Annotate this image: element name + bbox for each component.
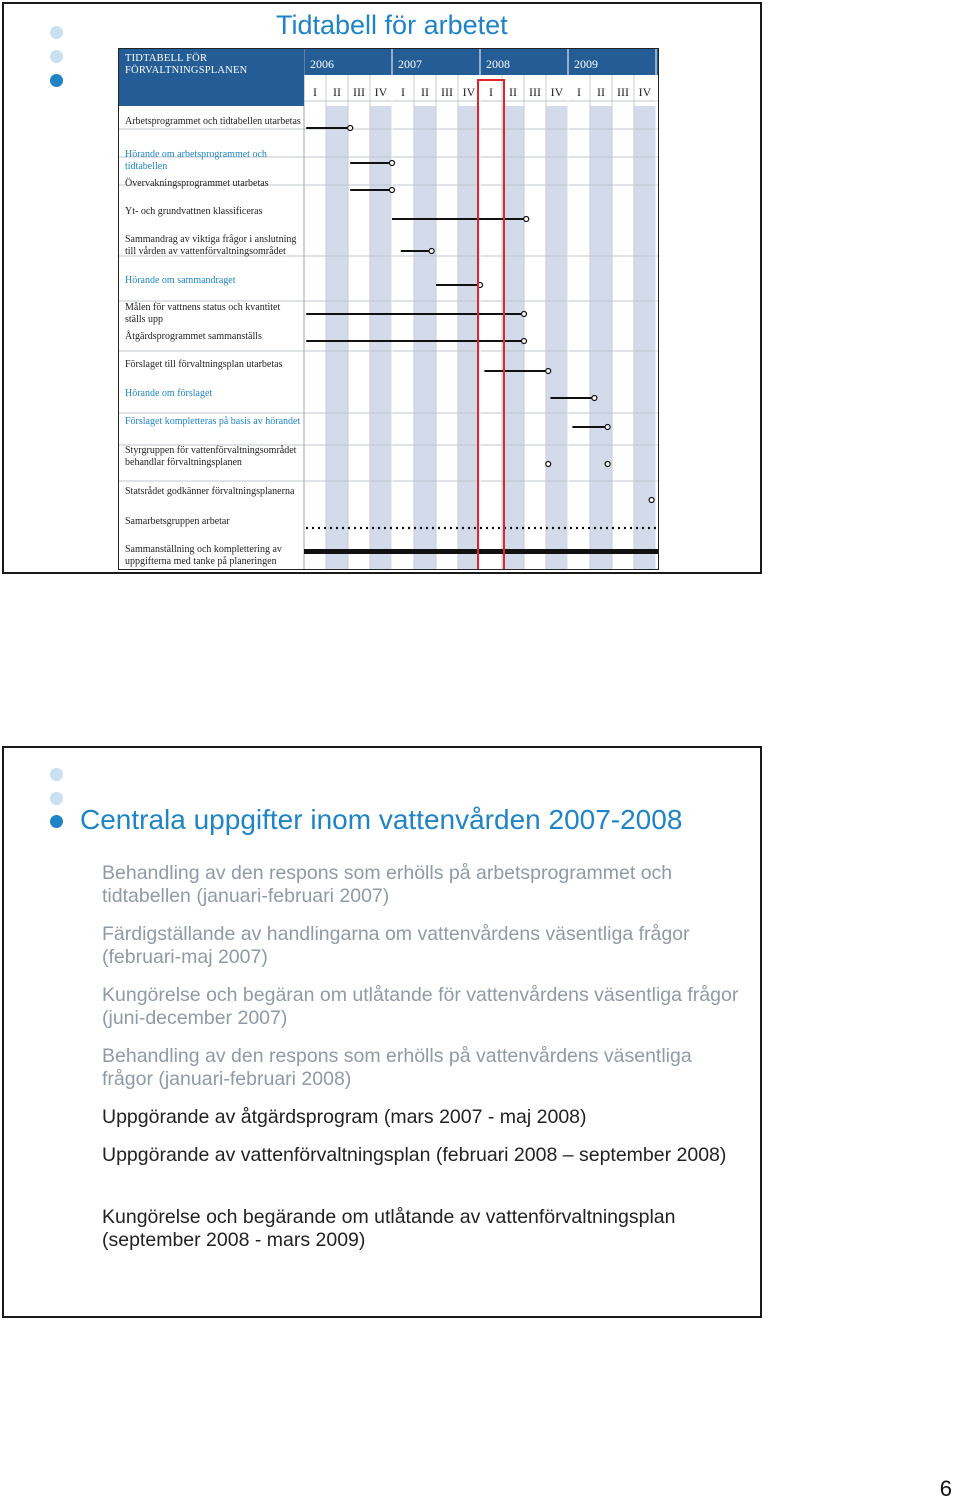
milestone-icon xyxy=(546,462,551,467)
slide-title: Tidtabell för arbetet xyxy=(276,10,508,40)
column-band xyxy=(414,106,436,570)
task-label: Yt- och grundvattnen klassificeras xyxy=(125,206,263,217)
bullet-dot-icon xyxy=(50,26,63,39)
gantt-header xyxy=(119,49,304,106)
column-band xyxy=(546,106,568,570)
quarter-label: II xyxy=(509,85,517,99)
task-label: Hörande om förslaget xyxy=(125,388,213,399)
quarter-label: II xyxy=(421,85,429,99)
milestone-icon xyxy=(348,126,353,131)
column-band xyxy=(370,106,392,570)
task-list-item: Kungörelse och begärande om utlåtande av vattenförvaltningsplan (september 2008 - mars 2009) xyxy=(102,1206,676,1251)
quarter-label: IV xyxy=(550,85,564,99)
slide-title: Centrala uppgifter inom vattenvården 2007-2008 xyxy=(80,804,683,835)
milestone-icon xyxy=(522,339,527,344)
task-label: Samarbetsgruppen arbetar xyxy=(125,516,230,527)
task-label: Arbetsprogrammet och tidtabellen utarbetas xyxy=(125,116,301,127)
milestone-icon xyxy=(390,188,395,193)
task-label: Sammandrag av viktiga frågor i anslutning till vården av vattenförvaltningsområdet xyxy=(125,234,297,257)
milestone-icon xyxy=(524,217,529,222)
slide-gantt xyxy=(2,2,762,574)
column-band xyxy=(590,106,612,570)
year-label: 2006 xyxy=(310,57,334,71)
milestone-icon xyxy=(390,161,395,166)
quarter-label: I xyxy=(489,85,493,99)
milestone-icon xyxy=(592,396,597,401)
quarter-label: I xyxy=(401,85,405,99)
task-label: Övervakningsprogrammet utarbetas xyxy=(125,178,269,189)
quarter-label: IV xyxy=(638,85,652,99)
task-label: Styrgruppen för vattenförvaltningsområdet behandlar förvaltningsplanen xyxy=(125,445,297,468)
quarter-label: IV xyxy=(462,85,476,99)
year-label: 2007 xyxy=(398,57,422,71)
quarter-label: IV xyxy=(374,85,388,99)
milestone-icon xyxy=(522,312,527,317)
quarter-label: I xyxy=(577,85,581,99)
task-label: Förslaget kompletteras på basis av hörandet xyxy=(125,416,301,427)
milestone-icon xyxy=(605,462,610,467)
highlight-frame xyxy=(478,80,504,570)
bullet-dot-icon xyxy=(50,50,63,63)
slide-tasks xyxy=(2,746,762,1318)
task-list-item: Kungörelse och begäran om utlåtande för vattenvårdens väsentliga frågor (juni-december 2007) xyxy=(102,984,739,1029)
year-label: 2008 xyxy=(486,57,510,71)
task-list-item: Behandling av den respons som erhölls på arbetsprogrammet och tidtabellen (januari-februari 2007) xyxy=(102,862,673,907)
task-label: Förslaget till förvaltningsplan utarbetas xyxy=(125,359,283,370)
milestone-icon xyxy=(546,369,551,374)
bullet-dot-icon xyxy=(50,815,63,828)
task-label: Åtgärdsprogrammet sammanställs xyxy=(125,331,262,342)
bullet-dot-icon xyxy=(50,792,63,805)
milestone-icon xyxy=(429,249,434,254)
task-list-item: Behandling av den respons som erhölls på vattenvårdens väsentliga frågor (januari-februari 2008) xyxy=(102,1045,692,1090)
task-label: Målen för vattnens status och kvantitet ställs upp xyxy=(125,302,281,325)
gantt-table xyxy=(118,48,659,570)
task-list-item: Uppgörande av åtgärdsprogram (mars 2007 - maj 2008) xyxy=(102,1106,587,1128)
column-band xyxy=(502,106,524,570)
gantt-header-title: TIDTABELL FÖR FÖRVALTNINGSPLANEN xyxy=(125,53,248,76)
quarter-label: II xyxy=(597,85,605,99)
bullet-dot-icon xyxy=(50,74,63,87)
year-band xyxy=(304,49,659,75)
quarter-label: II xyxy=(333,85,341,99)
bullet-dot-icon xyxy=(50,768,63,781)
quarter-label: I xyxy=(313,85,317,99)
quarter-label: III xyxy=(617,85,629,99)
milestone-icon xyxy=(605,425,610,430)
task-label: Statsrådet godkänner förvaltningsplanerna xyxy=(125,486,295,497)
task-list-item: Färdigställande av handlingarna om vattenvårdens väsentliga frågor (februari-maj 2007) xyxy=(102,923,690,968)
page-number: 6 xyxy=(939,1476,952,1501)
gantt-thick-bar xyxy=(304,549,659,554)
task-label: Hörande om arbetsprogrammet och tidtabellen xyxy=(125,149,267,172)
task-list-item: Uppgörande av vattenförvaltningsplan (februari 2008 – september 2008) xyxy=(102,1144,727,1166)
milestone-icon xyxy=(649,498,654,503)
task-label: Sammanställning och komplettering av uppgifterna med tanke på planeringen xyxy=(125,544,282,567)
column-band xyxy=(326,106,348,570)
column-band xyxy=(458,106,480,570)
quarter-label: III xyxy=(441,85,453,99)
year-label: 2009 xyxy=(574,57,598,71)
task-label: Hörande om sammandraget xyxy=(125,275,236,286)
quarter-label: III xyxy=(353,85,365,99)
quarter-label: III xyxy=(529,85,541,99)
